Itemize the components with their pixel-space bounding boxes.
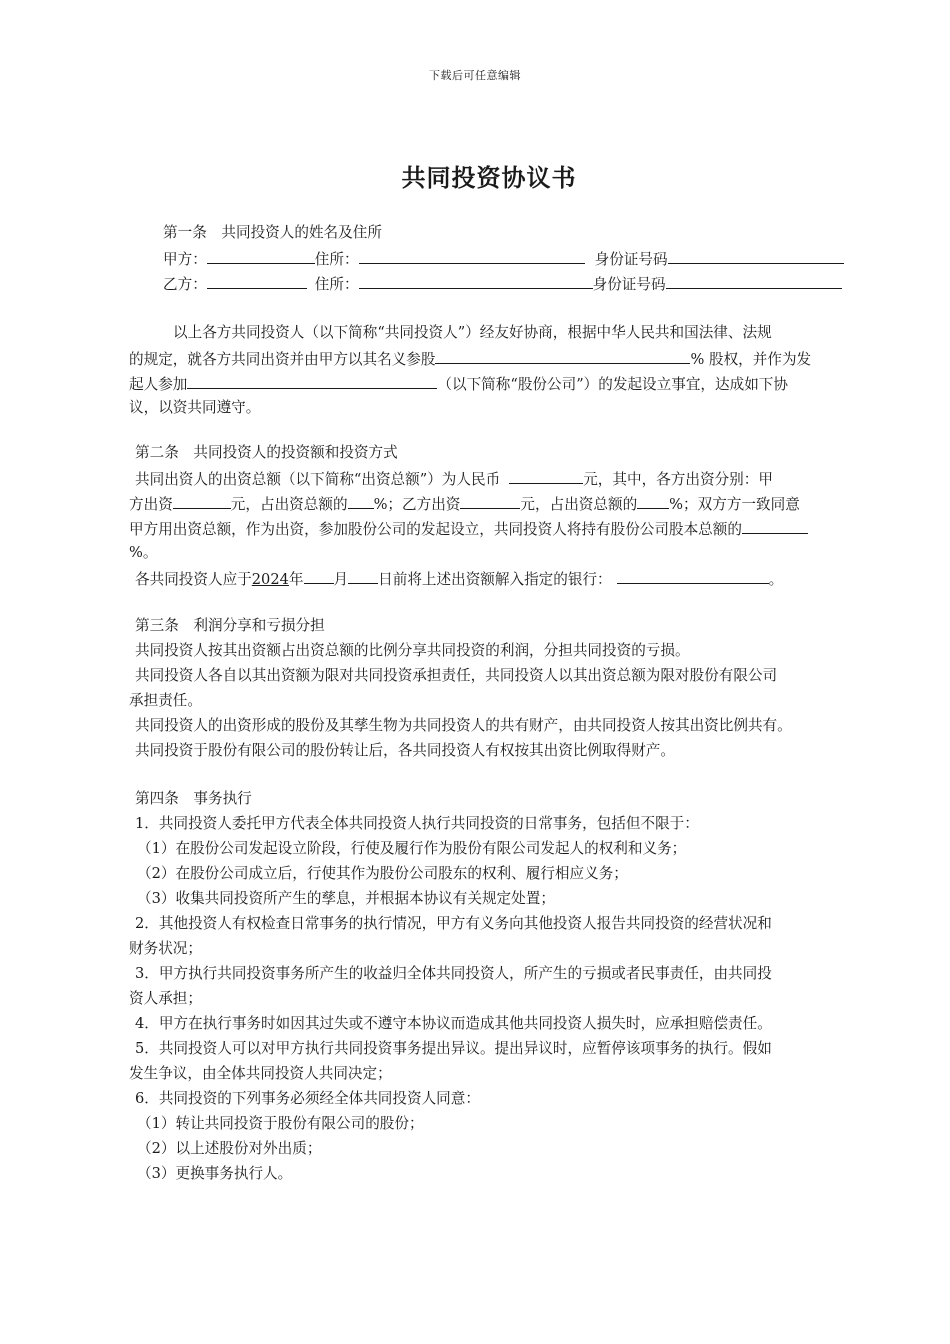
- article-2-line-5: [135, 568, 783, 590]
- share-company-blank[interactable]: [435, 348, 690, 364]
- a2-l5-end: 。: [768, 571, 784, 588]
- article-4-item-3-cont: 资人承担；: [129, 990, 202, 1007]
- party-b-ratio-blank[interactable]: [637, 493, 669, 509]
- article-4-item-4: 4．甲方在执行事务时如因其过失或不遵守本协议而造成其他共同投资人损失时，应承担赔偿责任。: [135, 1015, 772, 1032]
- intro-line-3-rest: （以下简称“股份公司”）的发起设立事宜，达成如下协: [437, 376, 788, 393]
- article-3-line-1: 共同投资人按其出资额占出资总额的比例分享共同投资的利润，分担共同投资的亏损。: [135, 642, 690, 659]
- article-2-heading: 第二条 共同投资人的投资额和投资方式: [135, 444, 398, 461]
- intro-line-2: [129, 348, 811, 370]
- article-4-item-6-sub-2: （2）以上述股份对外出质；: [137, 1140, 322, 1157]
- article-3-line-2: 共同投资人各自以其出资额为限对共同投资承担责任，共同投资人以其出资总额为限对股份有限公司: [135, 667, 778, 684]
- intro-line-1: 以上各方共同投资人（以下简称“共同投资人”）经友好协商，根据中华人民共和国法律、法规: [173, 324, 772, 341]
- article-2-line-2: [129, 493, 800, 515]
- article-4-item-6-sub-1: （1）转让共同投资于股份有限公司的股份；: [137, 1115, 424, 1132]
- party-a-id-label: 身份证号码: [594, 251, 668, 268]
- article-4-item-6-sub-3: （3）更换事务执行人。: [137, 1165, 293, 1182]
- party-b-amount-blank[interactable]: [460, 493, 520, 509]
- article-1-heading: 第一条 共同投资人的姓名及住所: [163, 224, 382, 241]
- party-b-row: [163, 273, 842, 295]
- article-4-item-1: 1．共同投资人委托甲方代表全体共同投资人执行共同投资的日常事务，包括但不限于：: [135, 815, 699, 832]
- party-b-label: 乙方：: [163, 276, 207, 293]
- article-4-item-1-sub-1: （1）在股份公司发起设立阶段，行使及履行作为股份有限公司发起人的权利和义务；: [137, 840, 687, 857]
- a2-l3-text: 甲方用出资总额，作为出资，参加股份公司的发起设立，共同投资人将持有股份公司股本总额的: [129, 521, 742, 538]
- article-4-item-2-cont: 财务状况；: [129, 940, 202, 957]
- page-header-note: 下载后可任意编辑: [429, 69, 521, 82]
- deposit-month-blank[interactable]: [304, 568, 334, 584]
- article-4-item-5-cont: 发生争议，由全体共同投资人共同决定；: [129, 1065, 392, 1082]
- article-3-line-4: 共同投资人的出资形成的股份及其孳生物为共同投资人的共有财产，由共同投资人按其出资比例共有。: [135, 717, 792, 734]
- a2-l2-text-b: 元，占出资总额的: [230, 496, 348, 513]
- intro-line-3: [129, 373, 788, 395]
- party-b-id-blank[interactable]: [666, 273, 842, 289]
- party-a-address-blank[interactable]: [359, 248, 585, 264]
- party-b-address-blank[interactable]: [359, 273, 593, 289]
- party-a-ratio-blank[interactable]: [348, 493, 374, 509]
- party-b-name-blank[interactable]: [207, 273, 307, 289]
- article-3-heading: 第三条 利润分享和亏损分担: [135, 617, 325, 634]
- article-4-heading: 第四条 事务执行: [135, 790, 252, 807]
- article-2-line-1-text: 共同出资人的出资总额（以下简称“出资总额”）为人民币: [135, 471, 501, 488]
- article-2-line-3: [129, 518, 808, 540]
- article-2-line-1-rest: 元，其中，各方出资分别：甲: [583, 471, 773, 488]
- party-b-id-label: 身份证号码: [592, 276, 666, 293]
- article-3-line-5: 共同投资于股份有限公司的股份转让后，各共同投资人有权按其出资比例取得财产。: [135, 742, 675, 759]
- article-4-item-6: 6．共同投资的下列事务必须经全体共同投资人同意：: [135, 1090, 480, 1107]
- bank-blank[interactable]: [617, 568, 769, 584]
- article-4-item-1-sub-2: （2）在股份公司成立后，行使其作为股份公司股东的权利、履行相应义务；: [137, 865, 628, 882]
- intro-line-2-text: 的规定，就各方共同出资并由甲方以其名义参股: [129, 351, 436, 368]
- a2-l5-text-a: 各共同投资人应于: [135, 571, 252, 588]
- total-capital-blank[interactable]: [509, 468, 583, 484]
- article-4-item-2: 2．其他投资人有权检查日常事务的执行情况，甲方有义务向其他投资人报告共同投资的经营状况和: [135, 915, 772, 932]
- article-4-item-3: 3．甲方执行共同投资事务所产生的收益归全体共同投资人，所产生的亏损或者民事责任，由共同投: [135, 965, 772, 982]
- article-3-line-3: 承担责任。: [129, 692, 202, 709]
- article-4-item-5: 5．共同投资人可以对甲方执行共同投资事务提出异议。提出异议时，应暂停该项事务的执行。假如: [135, 1040, 772, 1057]
- a2-l2-text-a: 方出资: [129, 496, 173, 513]
- party-a-name-blank[interactable]: [207, 248, 315, 264]
- a2-l2-text-e: %；双方方一致同意: [669, 496, 800, 513]
- total-share-ratio-blank[interactable]: [742, 518, 808, 534]
- party-a-label: 甲方：: [163, 251, 207, 268]
- party-a-address-label: 住所：: [314, 251, 359, 268]
- intro-line-4: 议，以资共同遵守。: [129, 399, 261, 416]
- article-2-line-4: %。: [129, 544, 158, 561]
- a2-l2-text-d: 元，占出资总额的: [520, 496, 638, 513]
- company-name-blank[interactable]: [187, 373, 437, 389]
- article-2-line-1: [135, 468, 773, 490]
- intro-line-2-percent: % 股权，并作为发: [690, 351, 812, 368]
- party-a-amount-blank[interactable]: [173, 493, 231, 509]
- party-b-address-label: 住所：: [314, 276, 359, 293]
- a2-l5-text-d: 日前将上述出资额解入指定的银行：: [378, 571, 612, 588]
- document-title: 共同投资协议书: [401, 164, 577, 192]
- a2-l5-year-label: 年: [288, 571, 304, 588]
- intro-line-3-text: 起人参加: [129, 376, 188, 393]
- a2-l2-text-c: %；乙方出资: [373, 496, 461, 513]
- article-4-item-1-sub-3: （3）收集共同投资所产生的孳息，并根据本协议有关规定处置；: [137, 890, 555, 907]
- party-a-row: [163, 248, 844, 270]
- a2-l5-month-label: 月: [333, 571, 349, 588]
- deposit-day-blank[interactable]: [348, 568, 378, 584]
- party-a-id-blank[interactable]: [668, 248, 844, 264]
- deposit-year: 2024: [251, 571, 289, 588]
